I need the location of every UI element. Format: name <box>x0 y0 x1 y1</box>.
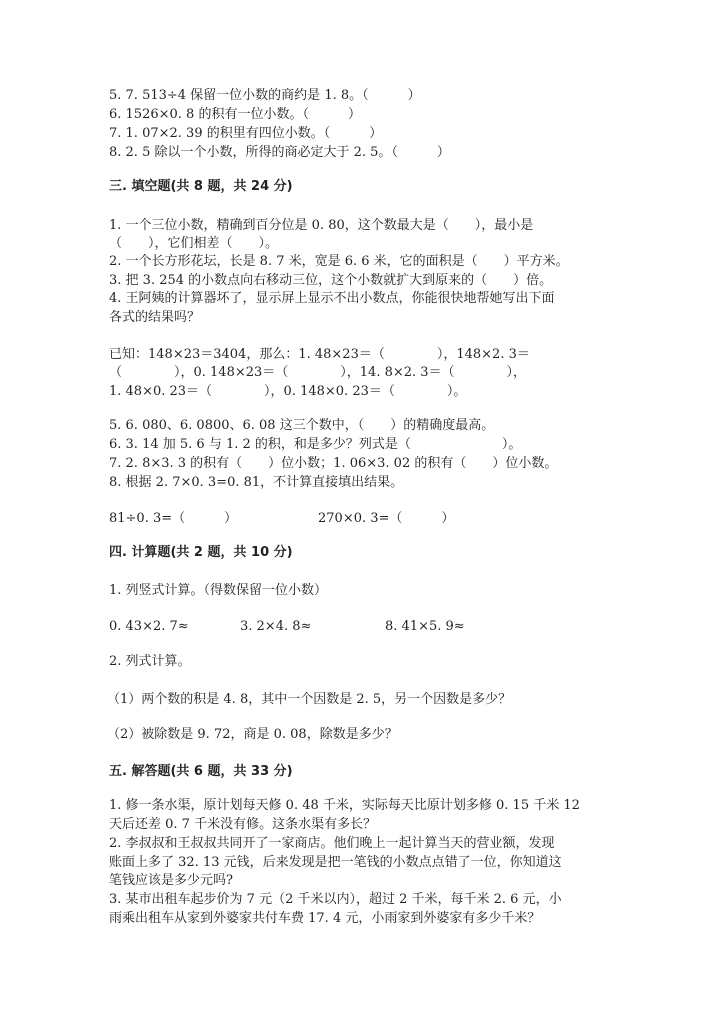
calc-sub2: （2）被除数是 9. 72，商是 0. 08，除数是多少？ <box>107 727 398 742</box>
known-line: 已知：148×23＝3404，那么：1. 48×23＝（ ），148×2. 3＝ <box>109 347 530 362</box>
fill-line: 各式的结果吗？ <box>109 310 201 325</box>
section3-title: 三. 填空题(共 8 题，共 24 分) <box>109 179 293 194</box>
calc-q2: 2. 列式计算。 <box>109 654 191 669</box>
fill-line: 1. 一个三位小数，精确到百分位是 0. 80，这个数最大是（ ），最小是 <box>109 218 534 233</box>
known-line: 1. 48×0. 23＝（ ），0. 148×0. 23＝（ ）。 <box>109 384 467 399</box>
calc-sub1: （1）两个数的积是 4. 8，其中一个因数是 2. 5，另一个因数是多少？ <box>107 692 512 707</box>
answer-line: 2. 李叔叔和王叔叔共同开了一家商店。他们晚上一起计算当天的营业额，发现 <box>109 836 555 851</box>
fill-line: 4. 王阿姨的计算器坏了，显示屏上显示不出小数点，你能很快地帮她写出下面 <box>109 291 555 306</box>
fill-line: 5. 6. 080、6. 0800、6. 08 这三个数中，（ ）的精确度最高。 <box>109 418 495 433</box>
fill-expr-b: 270×0. 3=（ ） <box>318 511 455 526</box>
fill-line: 2. 一个长方形花坛，长是 8. 7 米，宽是 6. 6 米，它的面积是（ ）平方米。 <box>109 254 569 269</box>
calc-expr: 8. 41×5. 9≈ <box>385 619 465 634</box>
answer-line: 3. 某市出租车起步价为 7 元（2 千米以内），超过 2 千米，每千米 2. 6 元，小 <box>109 892 562 907</box>
calc-expr: 0. 43×2. 7≈ <box>109 619 189 634</box>
fill-line: 6. 3. 14 加 5. 6 与 1. 2 的积，和是多少？列式是（ ）。 <box>109 437 522 452</box>
calc-expr: 3. 2×4. 8≈ <box>240 619 312 634</box>
fill-line: 7. 2. 8×3. 3 的积有（ ）位小数；1. 06×3. 02 的积有（ ）位小数。 <box>109 456 558 471</box>
section5-title: 五. 解答题(共 6 题，共 33 分) <box>109 764 293 779</box>
judge-q8: 8. 2. 5 除以一个小数，所得的商必定大于 2. 5。（ ） <box>109 145 450 160</box>
fill-line: （ ），它们相差（ ）。 <box>109 236 279 251</box>
answer-line: 1. 修一条水渠，原计划每天修 0. 48 千米，实际每天比原计划多修 0. 15 千米 12 <box>109 798 580 813</box>
answer-line: 天后还差 0. 7 千米没有修。这条水渠有多长？ <box>109 817 377 832</box>
known-line: （ ），0. 148×23＝（ ），14. 8×2. 3＝（ ）， <box>109 365 527 380</box>
answer-line: 账面上多了 32. 13 元钱，后来发现是把一笔钱的小数点点错了一位，你知道这 <box>109 855 562 870</box>
fill-line: 8. 根据 2. 7×0. 3=0. 81，不计算直接填出结果。 <box>109 475 404 490</box>
judge-q7: 7. 1. 07×2. 39 的积里有四位小数。（ ） <box>109 126 383 141</box>
fill-line: 3. 把 3. 254 的小数点向右移动三位，这个小数就扩大到原来的（ ）倍。 <box>109 273 553 288</box>
answer-line: 雨乘出租车从家到外婆家共付车费 17. 4 元，小雨家到外婆家有多少千米？ <box>109 911 541 926</box>
fill-expr-a: 81÷0. 3=（ ） <box>109 511 238 526</box>
answer-line: 笔钱应该是多少元吗? <box>109 873 233 888</box>
calc-q1: 1. 列竖式计算。（得数保留一位小数） <box>109 583 328 598</box>
judge-q5: 5. 7. 513÷4 保留一位小数的商约是 1. 8。（ ） <box>109 88 421 103</box>
section4-title: 四. 计算题(共 2 题，共 10 分) <box>109 545 293 560</box>
judge-q6: 6. 1526×0. 8 的积有一位小数。（ ） <box>109 107 361 122</box>
